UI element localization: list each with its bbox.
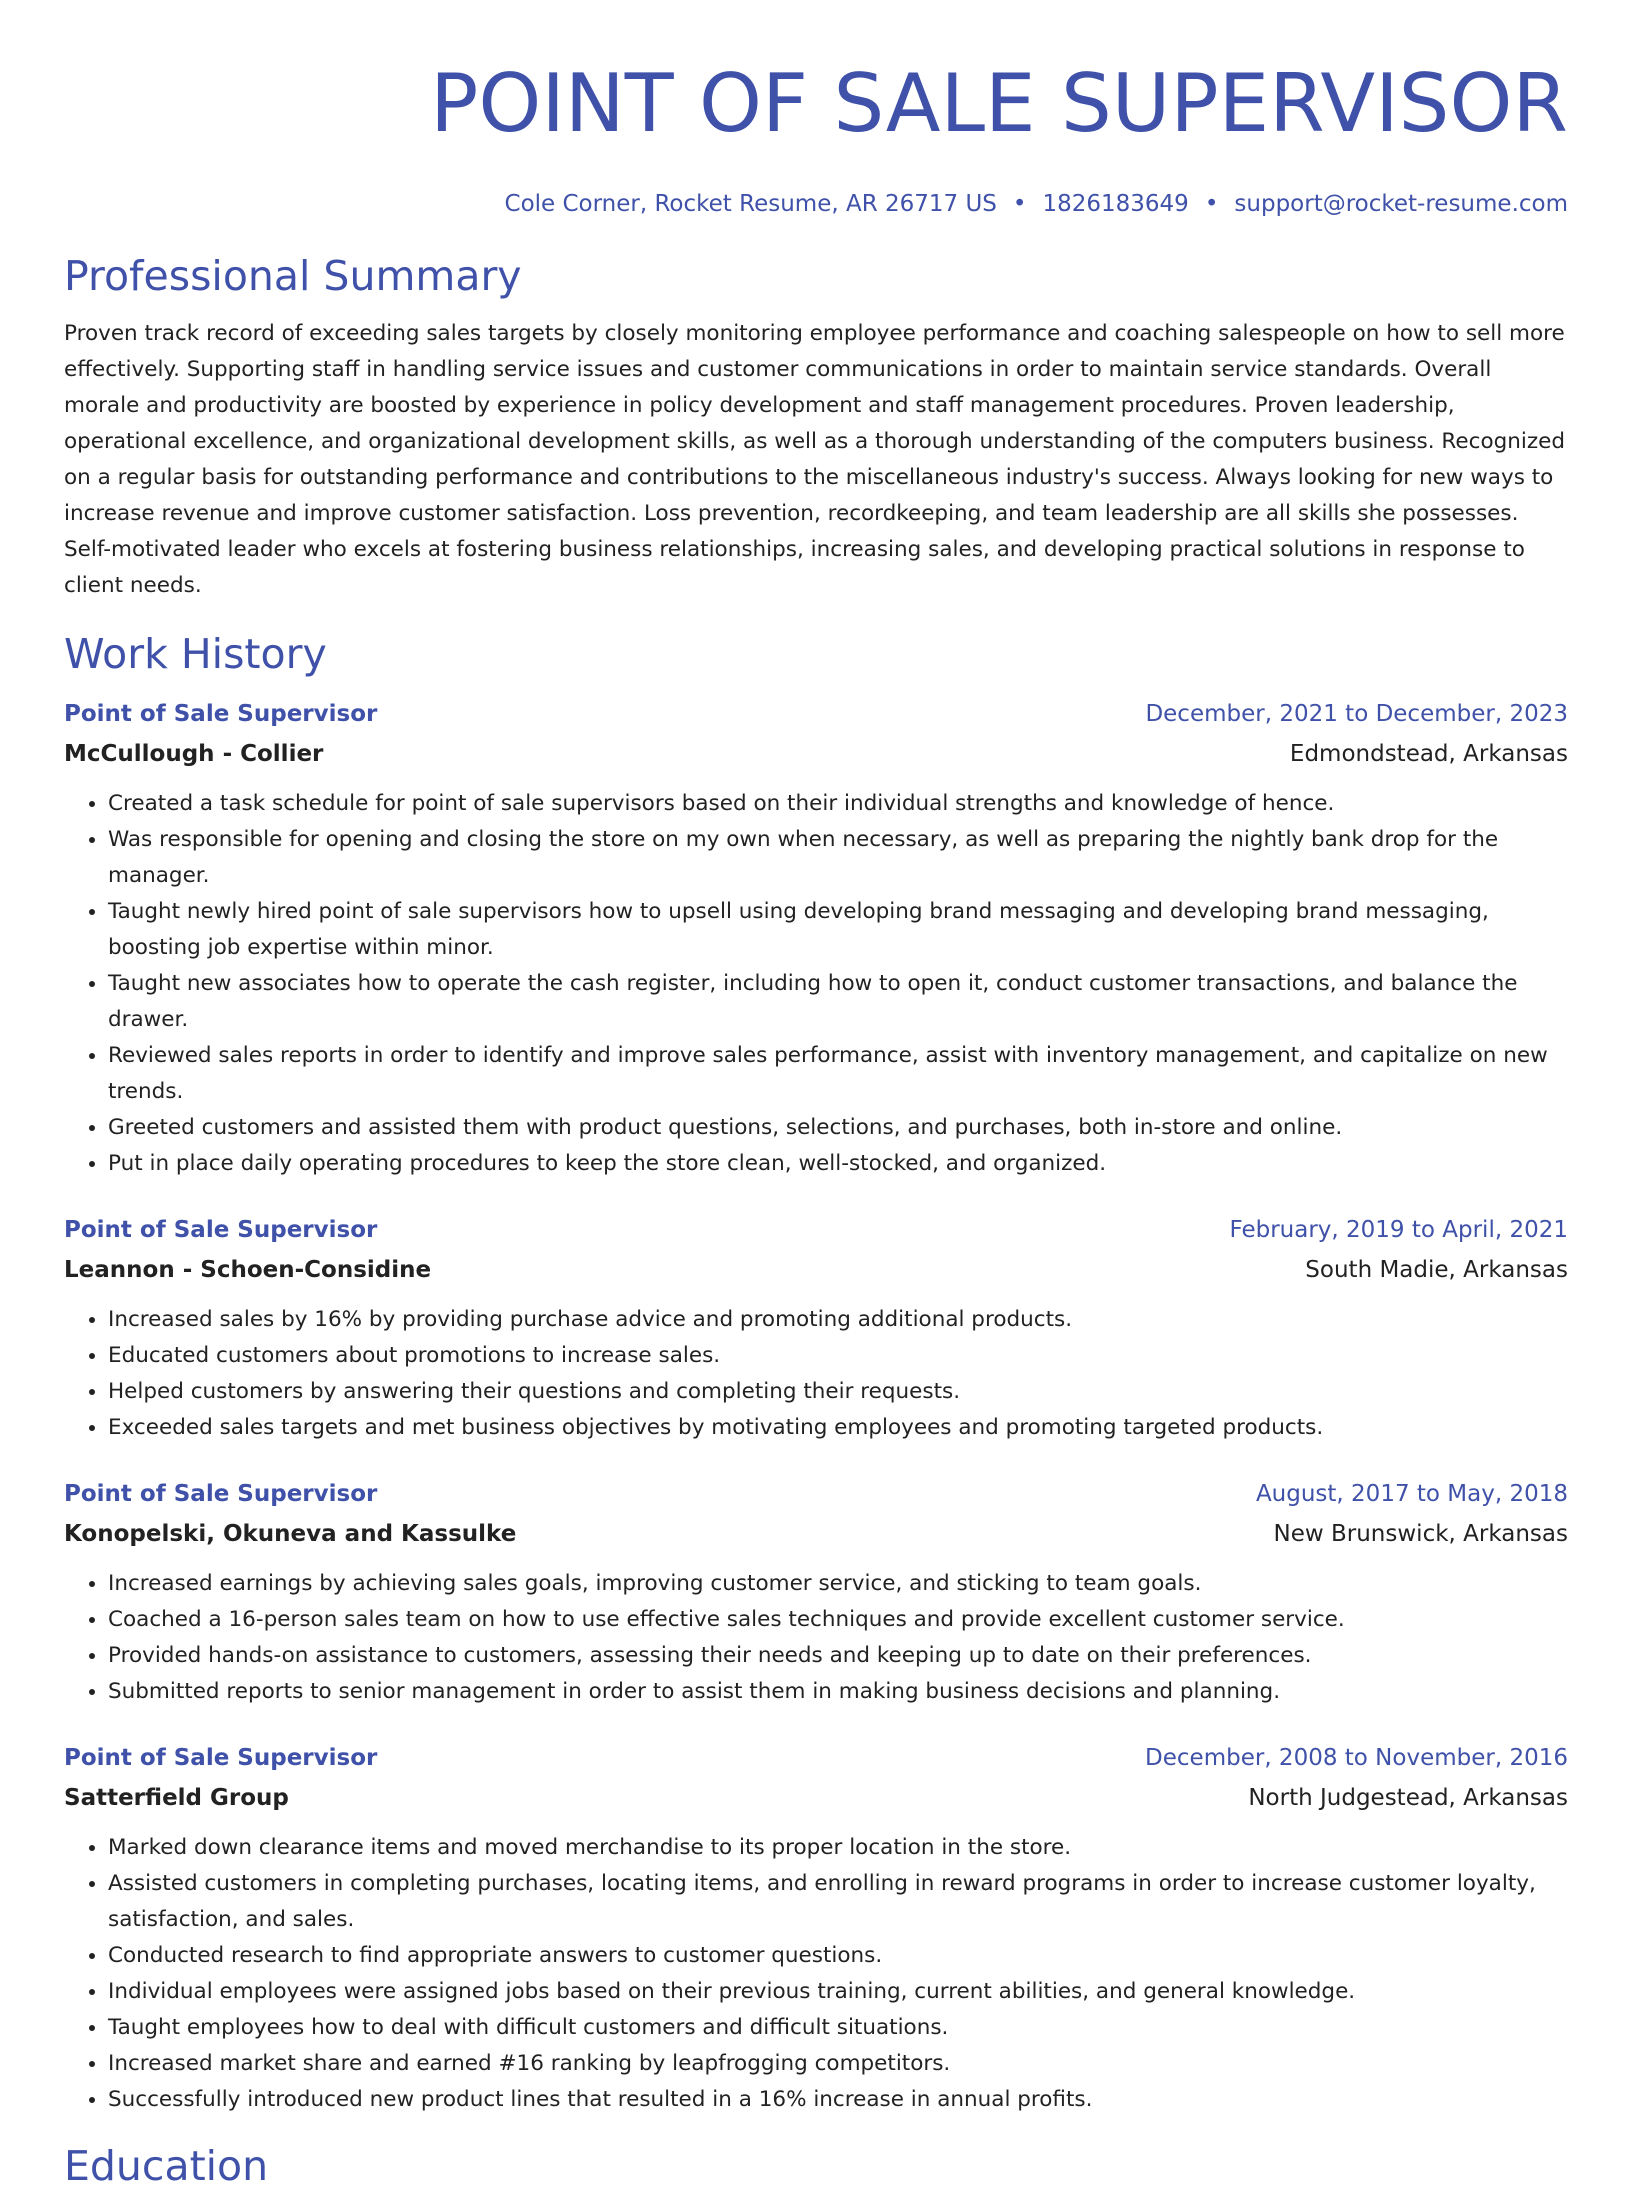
contact-phone: 1826183649 bbox=[1042, 191, 1189, 217]
job-bullet-item: • Submitted reports to senior management in order to assist them in making business decisions and planning. bbox=[108, 1674, 1568, 1710]
job-bullets bbox=[64, 1830, 1568, 2118]
summary-text: Proven track record of exceeding sales targets by closely monitoring employee performance and coaching salespeople on how to sell more effectively. Supporting staff in handling service issues and customer communications in order to maintain service standards. Overall morale and productivity are boosted by experience in policy development and staff management procedures. Proven leadership, operational excellence, and organizational development skills, as well as a thorough understanding of the computers business. Recognized on a regular basis for outstanding performance and contributions to the miscellaneous industry's success. Always looking for new ways to increase revenue and improve customer satisfaction. Loss prevention, recordkeeping, and team leadership are all skills she possesses. Self-motivated leader who excels at fostering business relationships, increasing sales, and developing practical solutions in response to client needs. bbox=[64, 321, 1566, 598]
contact-separator: • bbox=[1012, 191, 1027, 217]
job-bullet-item: • Provided hands-on assistance to customers, assessing their needs and keeping up to date on their preferences. bbox=[108, 1638, 1568, 1674]
job-dates: December, 2008 to November, 2016 bbox=[1145, 1745, 1568, 1771]
education-heading: Education bbox=[64, 2142, 269, 2190]
job-entry bbox=[64, 1210, 1568, 1446]
job-entry bbox=[64, 694, 1568, 1182]
job-bullet-item: • Increased market share and earned #16 ranking by leapfrogging competitors. bbox=[108, 2046, 1568, 2082]
job-company: Leannon - Schoen-Considine bbox=[64, 1257, 432, 1283]
job-bullet-item: • Educated customers about promotions to increase sales. bbox=[108, 1338, 1568, 1374]
job-company: Konopelski, Okuneva and Kassulke bbox=[64, 1521, 517, 1547]
job-bullet-item: • Increased sales by 16% by providing purchase advice and promoting additional products. bbox=[108, 1302, 1568, 1338]
job-bullet-item: • Created a task schedule for point of sale supervisors based on their individual strengths and knowledge of hence. bbox=[108, 786, 1568, 822]
candidate-name: POINT OF SALE SUPERVISOR bbox=[430, 57, 1568, 150]
job-bullet-item: • Taught employees how to deal with difficult customers and difficult situations. bbox=[108, 2010, 1568, 2046]
resume-header bbox=[64, 0, 1568, 220]
contact-address: Cole Corner, Rocket Resume, AR 26717 US bbox=[504, 191, 997, 217]
job-title: Point of Sale Supervisor bbox=[64, 1481, 378, 1507]
work-history-heading: Work History bbox=[64, 630, 327, 678]
job-company-row bbox=[64, 1778, 1568, 1818]
work-history-list bbox=[64, 694, 1568, 2118]
job-bullet-item: • Exceeded sales targets and met business objectives by motivating employees and promoting targeted products. bbox=[108, 1410, 1568, 1446]
job-dates: February, 2019 to April, 2021 bbox=[1229, 1217, 1568, 1243]
job-title-row bbox=[64, 1210, 1568, 1250]
job-title: Point of Sale Supervisor bbox=[64, 1217, 378, 1243]
job-title: Point of Sale Supervisor bbox=[64, 1745, 378, 1771]
job-bullet-item: • Taught newly hired point of sale supervisors how to upsell using developing brand messaging and developing brand messaging, boosting job expertise within minor. bbox=[108, 894, 1568, 966]
job-location: South Madie, Arkansas bbox=[1305, 1257, 1568, 1283]
job-bullet-item: • Individual employees were assigned jobs based on their previous training, current abilities, and general knowledge. bbox=[108, 1974, 1568, 2010]
job-location: Edmondstead, Arkansas bbox=[1289, 741, 1568, 767]
job-bullet-item: • Put in place daily operating procedures to keep the store clean, well-stocked, and organized. bbox=[108, 1146, 1568, 1182]
job-bullet-item: • Assisted customers in completing purchases, locating items, and enrolling in reward programs in order to increase customer loyalty, satisfaction, and sales. bbox=[108, 1866, 1568, 1938]
job-dates: August, 2017 to May, 2018 bbox=[1255, 1481, 1568, 1507]
contact-line bbox=[64, 188, 1568, 220]
job-title-row bbox=[64, 694, 1568, 734]
job-dates: December, 2021 to December, 2023 bbox=[1145, 701, 1568, 727]
resume-page bbox=[64, 0, 1568, 2194]
job-title-row bbox=[64, 1474, 1568, 1514]
job-bullet-item: • Helped customers by answering their questions and completing their requests. bbox=[108, 1374, 1568, 1410]
job-company: Satterfield Group bbox=[64, 1785, 289, 1811]
job-bullets bbox=[64, 1302, 1568, 1446]
job-bullet-item: • Taught new associates how to operate the cash register, including how to open it, conduct customer transactions, and balance the drawer. bbox=[108, 966, 1568, 1038]
job-location: North Judgestead, Arkansas bbox=[1248, 1785, 1568, 1811]
job-bullet-item: • Successfully introduced new product lines that resulted in a 16% increase in annual profits. bbox=[108, 2082, 1568, 2118]
job-bullet-item: • Conducted research to find appropriate answers to customer questions. bbox=[108, 1938, 1568, 1974]
contact-email[interactable]: support@rocket-resume.com bbox=[1234, 191, 1568, 217]
job-company-row bbox=[64, 1514, 1568, 1554]
job-title: Point of Sale Supervisor bbox=[64, 701, 378, 727]
job-bullet-item: • Greeted customers and assisted them with product questions, selections, and purchases, both in-store and online. bbox=[108, 1110, 1568, 1146]
job-company: McCullough - Collier bbox=[64, 741, 324, 767]
job-company-row bbox=[64, 1250, 1568, 1290]
job-bullet-item: • Marked down clearance items and moved merchandise to its proper location in the store. bbox=[108, 1830, 1568, 1866]
job-title-row bbox=[64, 1738, 1568, 1778]
job-bullets bbox=[64, 786, 1568, 1182]
job-bullets bbox=[64, 1566, 1568, 1710]
job-bullet-item: • Reviewed sales reports in order to identify and improve sales performance, assist with inventory management, and capitalize on new trends. bbox=[108, 1038, 1568, 1110]
job-bullet-item: • Was responsible for opening and closing the store on my own when necessary, as well as preparing the nightly bank drop for the manager. bbox=[108, 822, 1568, 894]
contact-separator: • bbox=[1204, 191, 1219, 217]
summary-heading: Professional Summary bbox=[64, 252, 522, 300]
job-entry bbox=[64, 1474, 1568, 1710]
job-entry bbox=[64, 1738, 1568, 2118]
job-location: New Brunswick, Arkansas bbox=[1273, 1521, 1568, 1547]
job-bullet-item: • Increased earnings by achieving sales goals, improving customer service, and sticking to team goals. bbox=[108, 1566, 1568, 1602]
job-company-row bbox=[64, 734, 1568, 774]
job-bullet-item: • Coached a 16-person sales team on how to use effective sales techniques and provide excellent customer service. bbox=[108, 1602, 1568, 1638]
